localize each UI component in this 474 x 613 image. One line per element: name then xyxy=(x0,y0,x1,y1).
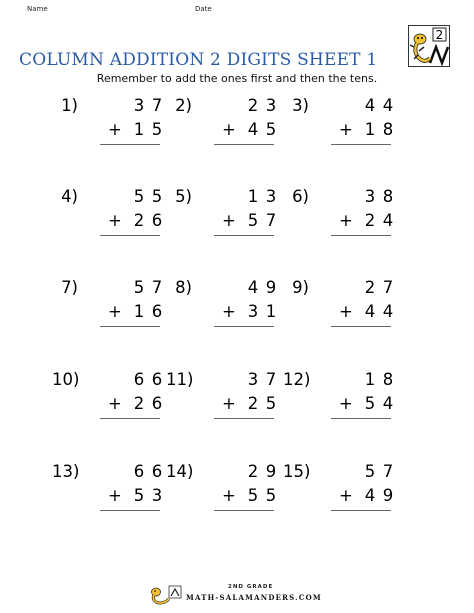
problem-number: 9) xyxy=(292,278,309,297)
problem-number: 5) xyxy=(175,187,192,206)
plus-sign: + xyxy=(222,486,236,505)
answer-line xyxy=(214,144,274,145)
plus-sign: + xyxy=(222,120,236,139)
problem xyxy=(283,278,393,334)
problem xyxy=(283,187,393,243)
addend-top-tens: 2 xyxy=(247,462,259,481)
name-label: Name xyxy=(27,5,48,13)
salamander-logo-icon xyxy=(408,25,450,67)
addend-top-ones: 6 xyxy=(151,370,163,389)
addend-top-ones: 8 xyxy=(382,370,394,389)
addend-top-tens: 5 xyxy=(133,187,145,206)
plus-sign: + xyxy=(339,120,353,139)
plus-sign: + xyxy=(108,302,122,321)
problem-number: 15) xyxy=(283,462,311,481)
addend-top-ones: 3 xyxy=(265,187,277,206)
problem xyxy=(52,96,162,152)
addend-bottom-tens: 5 xyxy=(364,394,376,413)
footer-site-text: MATH-SALAMANDERS.COM xyxy=(186,593,322,602)
addend-top-tens: 6 xyxy=(133,370,145,389)
plus-sign: + xyxy=(222,302,236,321)
answer-line xyxy=(214,510,274,511)
problem xyxy=(283,462,393,518)
problem xyxy=(52,370,162,426)
answer-line xyxy=(331,144,391,145)
answer-line xyxy=(214,235,274,236)
answer-line xyxy=(100,235,160,236)
addend-bottom-ones: 6 xyxy=(151,302,163,321)
addend-bottom-tens: 4 xyxy=(247,120,259,139)
addend-top-ones: 7 xyxy=(382,462,394,481)
addend-bottom-tens: 5 xyxy=(247,211,259,230)
problem xyxy=(166,462,276,518)
problem xyxy=(283,96,393,152)
addend-bottom-tens: 1 xyxy=(133,302,145,321)
addend-bottom-ones: 4 xyxy=(382,302,394,321)
plus-sign: + xyxy=(108,394,122,413)
answer-line xyxy=(214,326,274,327)
problem xyxy=(166,96,276,152)
addend-top-ones: 8 xyxy=(382,187,394,206)
answer-line xyxy=(331,235,391,236)
answer-line xyxy=(100,326,160,327)
addend-bottom-tens: 5 xyxy=(247,486,259,505)
plus-sign: + xyxy=(339,211,353,230)
plus-sign: + xyxy=(222,394,236,413)
addend-bottom-ones: 7 xyxy=(265,211,277,230)
addend-bottom-ones: 4 xyxy=(382,394,394,413)
logo-grade-number: 2 xyxy=(435,28,444,42)
addend-bottom-ones: 5 xyxy=(265,394,277,413)
addend-top-tens: 1 xyxy=(247,187,259,206)
answer-line xyxy=(331,510,391,511)
addend-bottom-tens: 1 xyxy=(133,120,145,139)
problem-number: 12) xyxy=(283,370,311,389)
addend-top-tens: 3 xyxy=(364,187,376,206)
problem xyxy=(52,187,162,243)
addend-top-tens: 5 xyxy=(364,462,376,481)
addend-top-tens: 1 xyxy=(364,370,376,389)
answer-line xyxy=(331,326,391,327)
plus-sign: + xyxy=(108,211,122,230)
addend-top-tens: 4 xyxy=(364,96,376,115)
addend-top-ones: 7 xyxy=(151,96,163,115)
problem-number: 13) xyxy=(52,462,80,481)
addend-bottom-ones: 4 xyxy=(382,211,394,230)
footer-grade-text: 2ND GRADE xyxy=(228,584,274,590)
addend-top-ones: 7 xyxy=(382,278,394,297)
addend-bottom-ones: 6 xyxy=(151,211,163,230)
addend-top-ones: 7 xyxy=(265,370,277,389)
addend-top-ones: 9 xyxy=(265,462,277,481)
addend-bottom-ones: 6 xyxy=(151,394,163,413)
addend-top-ones: 9 xyxy=(265,278,277,297)
addend-bottom-ones: 3 xyxy=(151,486,163,505)
problem-number: 8) xyxy=(175,278,192,297)
problem xyxy=(166,278,276,334)
addend-bottom-ones: 5 xyxy=(265,486,277,505)
addend-top-ones: 4 xyxy=(382,96,394,115)
addend-top-tens: 2 xyxy=(247,96,259,115)
answer-line xyxy=(331,418,391,419)
problem-number: 14) xyxy=(166,462,194,481)
addend-bottom-ones: 5 xyxy=(151,120,163,139)
addend-top-tens: 5 xyxy=(133,278,145,297)
problem-number: 11) xyxy=(166,370,194,389)
problem-number: 4) xyxy=(61,187,78,206)
addend-top-ones: 3 xyxy=(265,96,277,115)
problem-number: 10) xyxy=(52,370,80,389)
problem xyxy=(52,462,162,518)
answer-line xyxy=(100,510,160,511)
addend-bottom-tens: 5 xyxy=(133,486,145,505)
plus-sign: + xyxy=(108,120,122,139)
problem-number: 1) xyxy=(61,96,78,115)
addend-bottom-tens: 2 xyxy=(133,211,145,230)
addend-bottom-tens: 2 xyxy=(364,211,376,230)
addend-bottom-ones: 9 xyxy=(382,486,394,505)
answer-line xyxy=(214,418,274,419)
problem-number: 2) xyxy=(175,96,192,115)
addend-bottom-tens: 4 xyxy=(364,302,376,321)
addend-bottom-ones: 1 xyxy=(265,302,277,321)
addend-top-ones: 6 xyxy=(151,462,163,481)
problem xyxy=(166,370,276,426)
addend-bottom-ones: 8 xyxy=(382,120,394,139)
answer-line xyxy=(100,144,160,145)
addend-top-tens: 2 xyxy=(364,278,376,297)
plus-sign: + xyxy=(108,486,122,505)
addend-top-ones: 7 xyxy=(151,278,163,297)
addend-bottom-tens: 1 xyxy=(364,120,376,139)
addend-top-ones: 5 xyxy=(151,187,163,206)
addend-top-tens: 6 xyxy=(133,462,145,481)
addend-bottom-tens: 3 xyxy=(247,302,259,321)
answer-line xyxy=(100,418,160,419)
addend-top-tens: 3 xyxy=(247,370,259,389)
problem xyxy=(283,370,393,426)
plus-sign: + xyxy=(339,394,353,413)
instruction-text: Remember to add the ones first and then the tens. xyxy=(96,72,378,85)
worksheet-title: COLUMN ADDITION 2 DIGITS SHEET 1 xyxy=(19,50,378,70)
plus-sign: + xyxy=(339,486,353,505)
addend-top-tens: 3 xyxy=(133,96,145,115)
problem xyxy=(166,187,276,243)
addend-bottom-ones: 5 xyxy=(265,120,277,139)
addend-bottom-tens: 2 xyxy=(247,394,259,413)
addend-bottom-tens: 4 xyxy=(364,486,376,505)
date-label: Date xyxy=(195,5,212,13)
problem xyxy=(52,278,162,334)
addend-top-tens: 4 xyxy=(247,278,259,297)
addend-bottom-tens: 2 xyxy=(133,394,145,413)
plus-sign: + xyxy=(222,211,236,230)
problem-number: 7) xyxy=(61,278,78,297)
problem-number: 6) xyxy=(292,187,309,206)
problem-number: 3) xyxy=(292,96,309,115)
plus-sign: + xyxy=(339,302,353,321)
